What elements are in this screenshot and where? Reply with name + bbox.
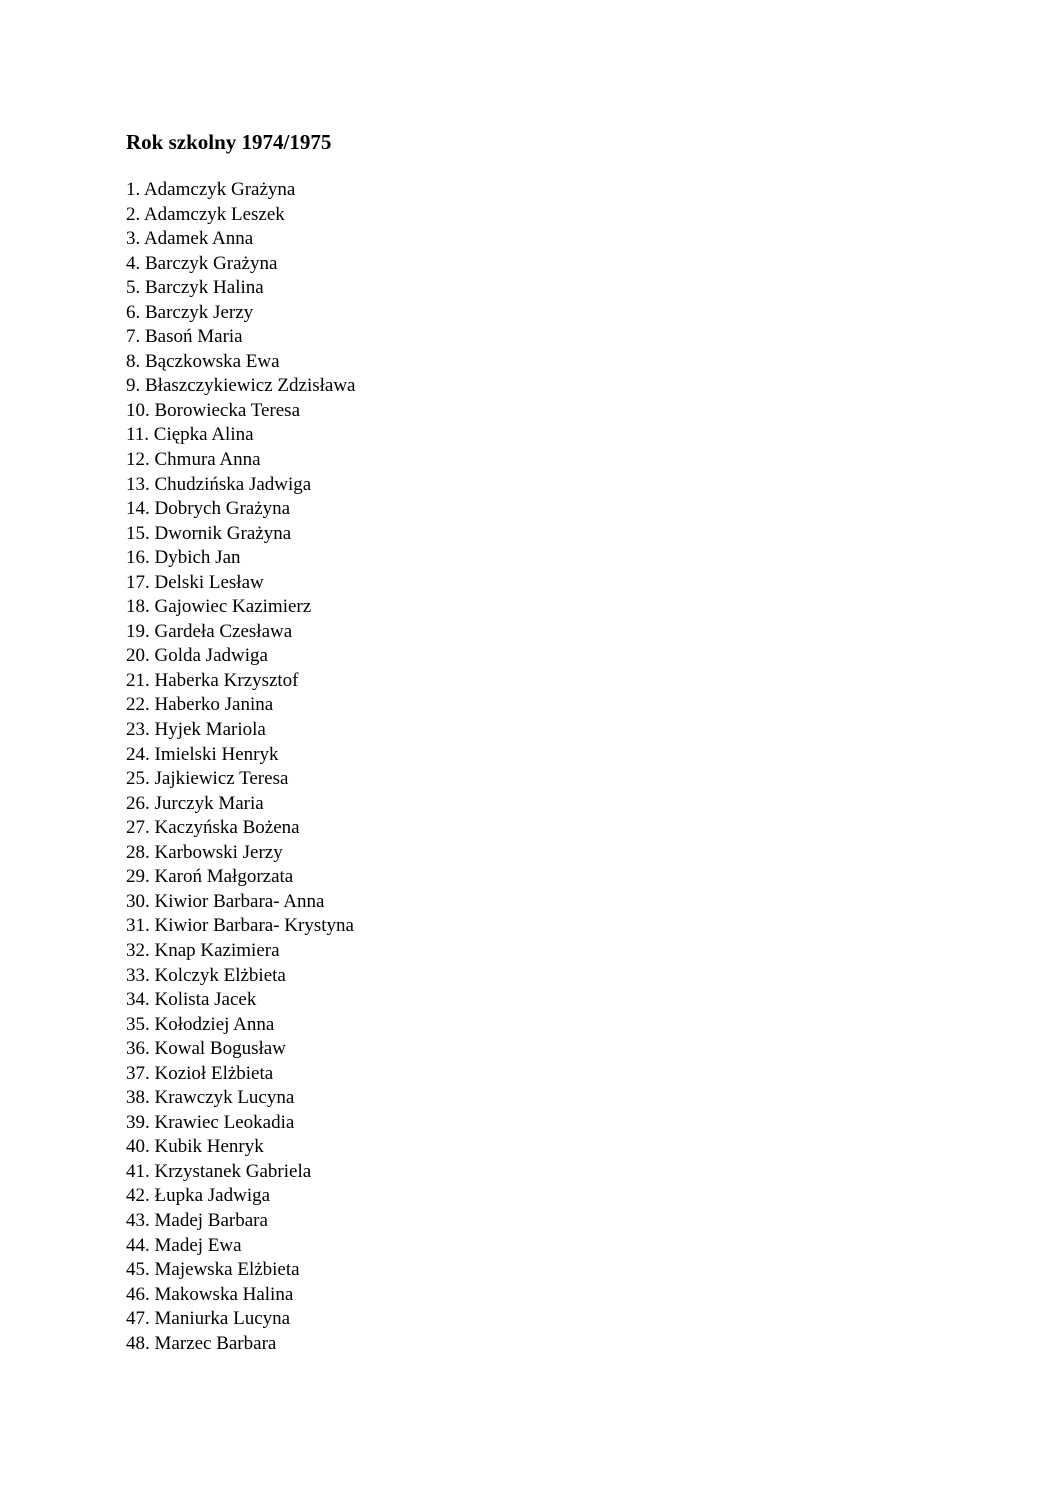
list-item: 31. Kiwior Barbara- Krystyna	[126, 915, 354, 937]
list-item: 36. Kowal Bogusław	[126, 1038, 286, 1060]
list-item: 27. Kaczyńska Bożena	[126, 817, 300, 839]
list-item: 28. Karbowski Jerzy	[126, 841, 283, 863]
list-item: 16. Dybich Jan	[126, 547, 241, 569]
list-item: 37. Kozioł Elżbieta	[126, 1062, 274, 1084]
list-item: 20. Golda Jadwiga	[126, 645, 268, 667]
list-item: 4. Barczyk Grażyna	[126, 252, 278, 274]
list-item: 21. Haberka Krzysztof	[126, 669, 299, 691]
list-item: 1. Adamczyk Grażyna	[126, 179, 296, 200]
list-item: 14. Dobrych Grażyna	[126, 498, 291, 520]
list-item: 8. Bączkowska Ewa	[126, 350, 280, 372]
name-list	[126, 178, 355, 1356]
list-item: 17. Delski Lesław	[126, 571, 264, 593]
list-item: 7. Basoń Maria	[126, 326, 243, 348]
list-item: 41. Krzystanek Gabriela	[126, 1160, 312, 1182]
list-item: 3. Adamek Anna	[126, 228, 254, 250]
list-item: 30. Kiwior Barbara- Anna	[126, 890, 325, 912]
list-item: 43. Madej Barbara	[126, 1209, 268, 1231]
list-item: 39. Krawiec Leokadia	[126, 1111, 295, 1133]
list-item: 15. Dwornik Grażyna	[126, 522, 292, 544]
list-item: 35. Kołodziej Anna	[126, 1013, 275, 1035]
list-item: 25. Jajkiewicz Teresa	[126, 768, 289, 790]
list-item: 19. Gardeła Czesława	[126, 620, 293, 642]
list-item: 9. Błaszczykiewicz Zdzisława	[126, 375, 356, 397]
list-item: 44. Madej Ewa	[126, 1234, 242, 1256]
list-item: 34. Kolista Jacek	[126, 989, 257, 1011]
list-item: 23. Hyjek Mariola	[126, 719, 266, 741]
list-item: 45. Majewska Elżbieta	[126, 1259, 300, 1281]
list-item: 12. Chmura Anna	[126, 449, 261, 471]
list-item: 40. Kubik Henryk	[126, 1136, 264, 1158]
list-item: 22. Haberko Janina	[126, 694, 274, 716]
list-item: 11. Cięрka Alina	[126, 424, 254, 446]
list-item: 2. Adamczyk Leszek	[126, 203, 285, 225]
page-title: Rok szkolny 1974/1975	[126, 130, 332, 154]
list-item: 32. Knap Kazimiera	[126, 939, 280, 961]
list-item: 13. Chudzińska Jadwiga	[126, 473, 312, 495]
list-item: 46. Makowska Halina	[126, 1283, 294, 1305]
list-item: 10. Borowiecka Teresa	[126, 399, 301, 421]
list-item: 6. Barczyk Jerzy	[126, 301, 254, 323]
list-item: 47. Maniurka Lucyna	[126, 1308, 291, 1330]
list-item: 42. Łupka Jadwiga	[126, 1185, 271, 1207]
list-item: 48. Marzec Barbara	[126, 1332, 277, 1354]
list-item: 24. Imielski Henryk	[126, 743, 279, 765]
list-item: 29. Karoń Małgorzata	[126, 866, 294, 888]
list-item: 26. Jurczyk Maria	[126, 792, 264, 814]
list-item: 18. Gajowiec Kazimierz	[126, 596, 312, 618]
list-item: 38. Krawczyk Lucyna	[126, 1087, 295, 1109]
list-item: 5. Barczyk Halina	[126, 277, 264, 299]
list-item: 33. Kolczyk Elżbieta	[126, 964, 286, 986]
